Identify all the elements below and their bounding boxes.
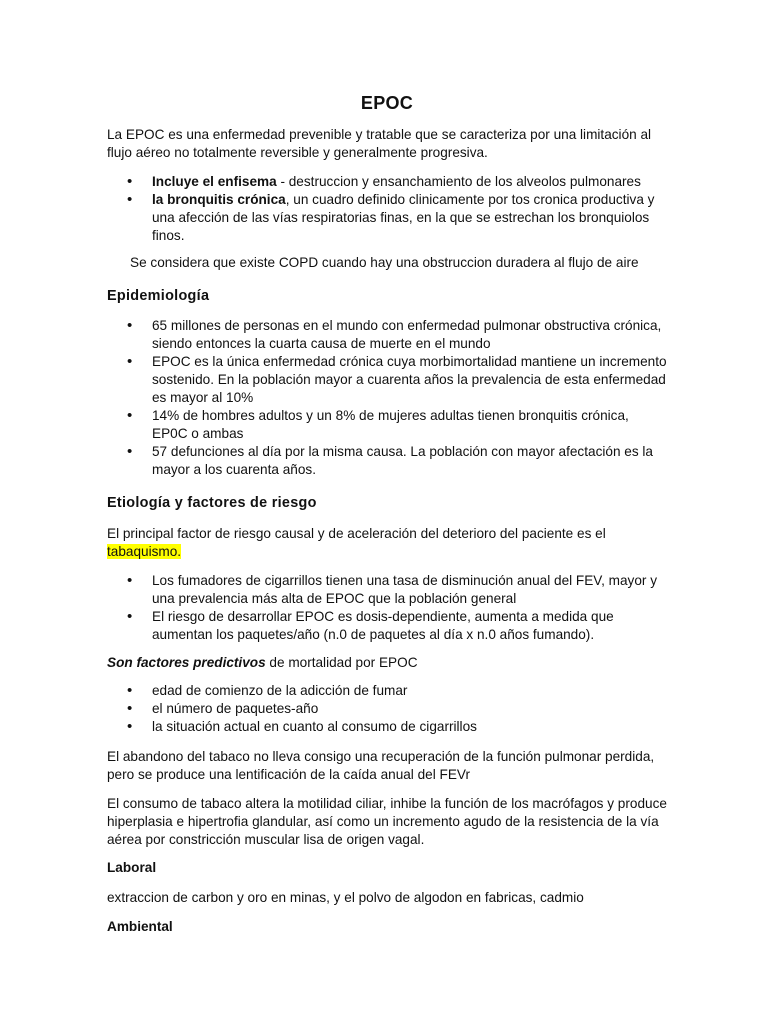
list-item: • edad de comienzo de la adicción de fumar — [107, 682, 667, 700]
predictive-text: de mortalidad por EPOC — [265, 655, 418, 670]
page-title: EPOC — [360, 93, 414, 113]
list-item: • el número de paquetes-año — [107, 700, 667, 718]
etiology-list — [107, 572, 667, 644]
list-item: • EPOC es la única enfermedad crónica cuya morbimortalidad mantiene un incremento sostenido. En la población mayor a cuarenta años la prevalencia de esta enfermedad es mayor al 10% — [107, 353, 667, 407]
predictive-bold: Son factores predictivos — [107, 655, 266, 670]
section-heading-ambiental: Ambiental — [107, 919, 173, 934]
list-item: • 14% de hombres adultos y un 8% de mujeres adultas tienen bronquitis crónica, EP0C o ambas — [107, 407, 667, 443]
item-text: , un cuadro definido clinicamente por tos cronica productiva y una afección de las vías respiratorias finas, en la que se estrechan los bronquiolos finos. — [152, 192, 655, 243]
section-heading-epidemiology: Epidemiología — [107, 288, 210, 304]
section-heading-etiology: Etiología y factores de riesgo — [107, 495, 317, 511]
highlighted-text: tabaquismo. — [107, 544, 182, 559]
abandono-paragraph: El abandono del tabaco no lleva consigo una recuperación de la función pulmonar perdida, pero se produce una lentificación de la caída anual del FEVr — [107, 749, 655, 782]
section-heading-laboral: Laboral — [107, 860, 157, 875]
types-list — [107, 173, 667, 245]
predictive-factors-intro — [107, 654, 667, 672]
list-item: • El riesgo de desarrollar EPOC es dosis-dependiente, aumenta a medida que aumentan los paquetes/año (n.0 de paquetes al día x n.0 años fumando). — [107, 608, 667, 644]
consumo-paragraph: El consumo de tabaco altera la motilidad ciliar, inhibe la función de los macrófagos y produce hiperplasia e hipertrofia glandular, así como un incremento agudo de la resistencia de la vía aérea por constricción muscular lisa de origen vagal. — [107, 796, 667, 847]
copd-note: Se considera que existe COPD cuando hay una obstruccion duradera al flujo de aire — [130, 255, 639, 270]
item-text: - destruccion y ensanchamiento de los alveolos pulmonares — [276, 174, 641, 189]
etiology-intro — [107, 525, 667, 561]
bold-term: la bronquitis crónica — [152, 192, 286, 207]
list-item: • 65 millones de personas en el mundo con enfermedad pulmonar obstructiva crónica, siendo entonces la cuarta causa de muerte en el mundo — [107, 317, 667, 353]
laboral-paragraph: extraccion de carbon y oro en minas, y el polvo de algodon en fabricas, cadmio — [107, 890, 584, 905]
document-content — [107, 92, 667, 936]
epidemiology-list — [107, 317, 667, 479]
list-item: • 57 defunciones al día por la misma causa. La población con mayor afectación es la mayor a los cuarenta años. — [107, 443, 667, 479]
predictive-factors-list — [107, 682, 667, 736]
list-item — [107, 191, 667, 245]
intro-paragraph: La EPOC es una enfermedad prevenible y tratable que se caracteriza por una limitación al flujo aéreo no totalmente reversible y generalmente progresiva. — [107, 127, 652, 160]
bold-term: Incluye el enfisema — [152, 174, 277, 189]
list-item: • Los fumadores de cigarrillos tienen una tasa de disminución anual del FEV, mayor y una prevalencia más alta de EPOC que la población general — [107, 572, 667, 608]
list-item — [107, 173, 667, 191]
etiology-intro-text: El principal factor de riesgo causal y de aceleración del deterioro del paciente es el — [107, 526, 606, 541]
list-item: • la situación actual en cuanto al consumo de cigarrillos — [107, 718, 667, 736]
